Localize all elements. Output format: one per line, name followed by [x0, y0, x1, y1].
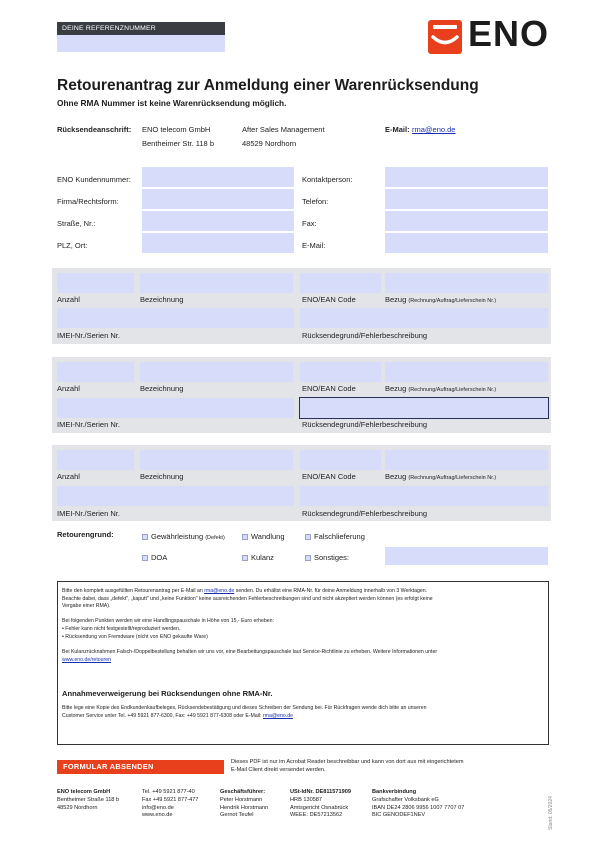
grund-input-2[interactable] [300, 398, 548, 418]
footer-ust: USt-IdNr. DE811571909 [290, 789, 351, 795]
bezeichnung-input-3[interactable] [140, 450, 293, 470]
grund-input-1[interactable] [300, 308, 548, 328]
submit-note-1: Dieses PDF ist nur im Acrobat Reader beschreibbar und kann von dort aus mit eingerichtetem [231, 759, 464, 765]
sonstiges-checkbox[interactable] [305, 555, 311, 561]
address-email-label: E-Mail: [385, 125, 410, 134]
option-doa[interactable] [142, 553, 167, 562]
footer-mail[interactable]: info@eno.de [142, 804, 174, 811]
ean-label-2: ENO/EAN Code [302, 384, 356, 393]
email-input[interactable] [385, 233, 548, 253]
wandlung-checkbox[interactable] [242, 534, 248, 540]
doa-checkbox[interactable] [142, 555, 148, 561]
kulanz-text: Kulanz [251, 553, 274, 562]
firma-input[interactable] [142, 189, 294, 209]
footer-company-name: ENO telecom GmbH [57, 789, 111, 795]
grund-label-2: Rücksendegrund/Fehlerbeschreibung [302, 420, 428, 429]
info-heading: Annahmeverweigerung bei Rücksendungen ohne RMA-Nr. [62, 689, 273, 698]
info-p1-a: Bitte den komplett ausgefüllten Retourenantrag per E-Mail an [62, 588, 203, 594]
footer-company-street: Bentheimer Straße 118 b [57, 796, 120, 803]
imei-input-1[interactable] [57, 308, 294, 328]
bezug-text-3: Bezug [385, 472, 407, 481]
footer-col-company [57, 789, 119, 812]
retourengrund-label: Retourengrund: [57, 530, 114, 539]
info-p1-b: senden. Du erhältst eine RMA-Nr. für deine Anmeldung innerhalb von 3 Werktagen. [235, 588, 428, 594]
bezeichnung-input-2[interactable] [140, 362, 293, 382]
footer-manager-3: Gernot Teufel [220, 812, 254, 819]
info-email-link[interactable]: rma@eno.de [204, 588, 235, 594]
footer-management-title: Geschäftsführer: [220, 789, 266, 795]
ean-input-1[interactable] [300, 273, 381, 293]
gewaehrleistung-note: (Defekt) [205, 535, 225, 541]
footer-fax: Fax +49 5921 877-477 [142, 796, 199, 803]
submit-button-label: FORMULAR ABSENDEN [63, 762, 154, 771]
anzahl-input-2[interactable] [57, 362, 134, 382]
ref-number-input[interactable] [57, 35, 225, 52]
bezug-input-1[interactable] [385, 273, 548, 293]
info-bullet-1-text: Fehler kann nicht festgestellt/reproduziert werden. [65, 626, 181, 632]
page-title: Retourenantrag zur Anmeldung einer Warenrücksendung [57, 77, 479, 94]
bezeichnung-label-2: Bezeichnung [140, 384, 184, 393]
grund-label-1: Rücksendegrund/Fehlerbeschreibung [302, 331, 428, 340]
address-dept: After Sales Management [242, 125, 325, 134]
telefon-label: Telefon: [302, 197, 329, 206]
bezug-note-1: (Rechnung/Auftrag/Lieferschein Nr.) [408, 298, 497, 304]
gewaehrleistung-text: Gewährleistung [151, 532, 204, 541]
footer-col-management [220, 789, 268, 820]
wandlung-text: Wandlung [251, 532, 285, 541]
info-bullet-2 [62, 634, 208, 641]
stand-date: Stand: 05/2024 [548, 796, 554, 830]
doa-text: DOA [151, 553, 168, 562]
footer-web[interactable]: www.eno.de [142, 812, 173, 819]
anzahl-input-3[interactable] [57, 450, 134, 470]
bezug-label-3 [385, 472, 496, 481]
info-bullet-1 [62, 626, 180, 633]
info-retouren-link[interactable]: www.eno.de/retouren [62, 657, 112, 663]
bezug-text-2: Bezug [385, 384, 407, 393]
imei-input-3[interactable] [57, 486, 294, 506]
info-line-6: Bitte lege eine Kopie des Endkundenkaufbeleges, Rücksendebestätigung und dieses Schreiben der Sendung bei. Für Rückfragen wende dich bitte an unseren [62, 705, 427, 711]
ean-input-2[interactable] [300, 362, 381, 382]
footer-col-legal [290, 789, 351, 820]
grund-input-3[interactable] [300, 486, 548, 506]
bezeichnung-input-1[interactable] [140, 273, 293, 293]
address-email-link[interactable]: rma@eno.de [412, 125, 456, 134]
fax-input[interactable] [385, 211, 548, 231]
imei-input-2[interactable] [57, 398, 294, 418]
kontakt-input[interactable] [385, 167, 548, 187]
kontakt-label: Kontaktperson: [302, 175, 353, 184]
falschlieferung-text: Falschlieferung [314, 532, 365, 541]
option-sonstiges[interactable] [305, 553, 349, 562]
info-box [57, 581, 549, 745]
imei-label-3: IMEI-Nr./Serien Nr. [57, 509, 120, 518]
info-line-3: Vergabe einer RMA). [62, 603, 111, 609]
info-rma-link[interactable]: rma@eno.de [262, 712, 293, 719]
info-bullet-2-text: Rücksendung von Fremdware (nicht von ENO gekaufte Ware) [65, 633, 208, 640]
footer-bank-name: Grafschafter Volksbank eG [372, 796, 439, 803]
sonstiges-text: Sonstiges: [314, 553, 350, 562]
info-p4-b: Customer Service unter Tel. +49 5921 877-6300, Fax: +49 5921 877-6308 oder E-Mail: [62, 712, 262, 719]
imei-label-2: IMEI-Nr./Serien Nr. [57, 420, 120, 429]
info-line-1 [62, 588, 427, 595]
footer-col-contact [142, 789, 198, 820]
bezeichnung-label-1: Bezeichnung [140, 295, 184, 304]
info-line-7 [62, 713, 293, 720]
anzahl-input-1[interactable] [57, 273, 134, 293]
plz-input[interactable] [142, 233, 294, 253]
footer-iban: IBAN DE24 2806 9956 1007 7707 07 [372, 804, 465, 811]
option-kulanz[interactable] [242, 553, 274, 562]
kundennummer-label: ENO Kundennummer: [57, 175, 131, 184]
anzahl-label-2: Anzahl [57, 384, 80, 393]
sonstiges-input[interactable] [385, 547, 548, 565]
grund-label-3: Rücksendegrund/Fehlerbeschreibung [302, 509, 428, 518]
info-line-5: Bei Kulanzrücknahmen Falsch-/Doppelbestellung behalten wir uns vor, eine Bearbeitungspauschale laut Service-Richtlinie zu erheben. Weitere Informationen unter [62, 649, 438, 655]
ean-label-3: ENO/EAN Code [302, 472, 356, 481]
address-street: Bentheimer Str. 118 b [142, 139, 214, 148]
bezug-text-1: Bezug [385, 295, 407, 304]
ean-input-3[interactable] [300, 450, 381, 470]
anzahl-label-1: Anzahl [57, 295, 80, 304]
bezug-label-2 [385, 384, 496, 393]
plz-label: PLZ, Ort: [57, 241, 88, 250]
page-subtitle: Ohne RMA Nummer ist keine Warenrücksendung möglich. [57, 98, 287, 108]
info-line-2: Beachte dabei, dass „defekt", „kaputt" und „keine Funktion" keine ausreichenden Fehlerbeschreibungen sind und nicht akzeptiert werden können (es erfolgt keine [62, 595, 433, 602]
info-line-4: Bei folgenden Punkten werden wir eine Handlingspauschale in Höhe von 15,- Euro erheben: [62, 618, 274, 624]
footer-tel: Tel. +49 5921 877-40 [142, 789, 195, 795]
bezug-note-3: (Rechnung/Auftrag/Lieferschein Nr.) [408, 475, 497, 481]
firma-label: Firma/Rechtsform: [57, 197, 119, 206]
bezug-label-1 [385, 295, 496, 304]
option-gewaehrleistung[interactable] [142, 532, 225, 541]
fax-label: Fax: [302, 219, 317, 228]
footer-weee: WEEE: DE57213562 [290, 812, 343, 819]
imei-label-1: IMEI-Nr./Serien Nr. [57, 331, 120, 340]
strasse-input[interactable] [142, 211, 294, 231]
bezug-input-3[interactable] [385, 450, 548, 470]
email-label: E-Mail: [302, 241, 326, 250]
bezeichnung-label-3: Bezeichnung [140, 472, 184, 481]
address-city: 48529 Nordhorn [242, 139, 297, 148]
gewaehrleistung-checkbox[interactable] [142, 534, 148, 540]
footer-bic: BIC GENODEF1NEV [372, 812, 426, 819]
option-falschlieferung[interactable] [305, 532, 365, 541]
footer-hrb: HRB 130587 [290, 796, 323, 803]
footer-court: Amtsgericht Osnabrück [290, 804, 349, 811]
footer-bank-title: Bankverbindung [372, 789, 417, 795]
submit-note-2: E-Mail Client direkt versendet werden. [231, 767, 326, 773]
strasse-label: Straße, Nr.: [57, 219, 96, 228]
bullet-square-icon: ▪ [62, 626, 66, 632]
option-wandlung[interactable] [242, 532, 285, 541]
telefon-input[interactable] [385, 189, 548, 209]
bullet-square-icon: ▪ [62, 633, 66, 640]
footer-manager-2: Hendrik Horstmann [220, 804, 269, 811]
bezug-note-2: (Rechnung/Auftrag/Lieferschein Nr.) [408, 387, 497, 393]
ean-label-1: ENO/EAN Code [302, 295, 356, 304]
falschlieferung-checkbox[interactable] [305, 534, 311, 540]
eno-logo-text: ENO [468, 13, 550, 54]
kulanz-checkbox[interactable] [242, 555, 248, 561]
footer-col-bank [372, 789, 464, 820]
address-company: ENO telecom GmbH [142, 125, 211, 134]
footer-manager-1: Peter Horstmann [220, 796, 263, 803]
bezug-input-2[interactable] [385, 362, 548, 382]
anzahl-label-3: Anzahl [57, 472, 80, 481]
address-label: Rücksendeanschrift: [57, 125, 132, 134]
footer-company-city: 48529 Nordhorn [57, 804, 98, 811]
kundennummer-input[interactable] [142, 167, 294, 187]
submit-button[interactable] [57, 760, 224, 774]
ref-number-label: DEINE REFERENZNUMMER [62, 24, 156, 32]
